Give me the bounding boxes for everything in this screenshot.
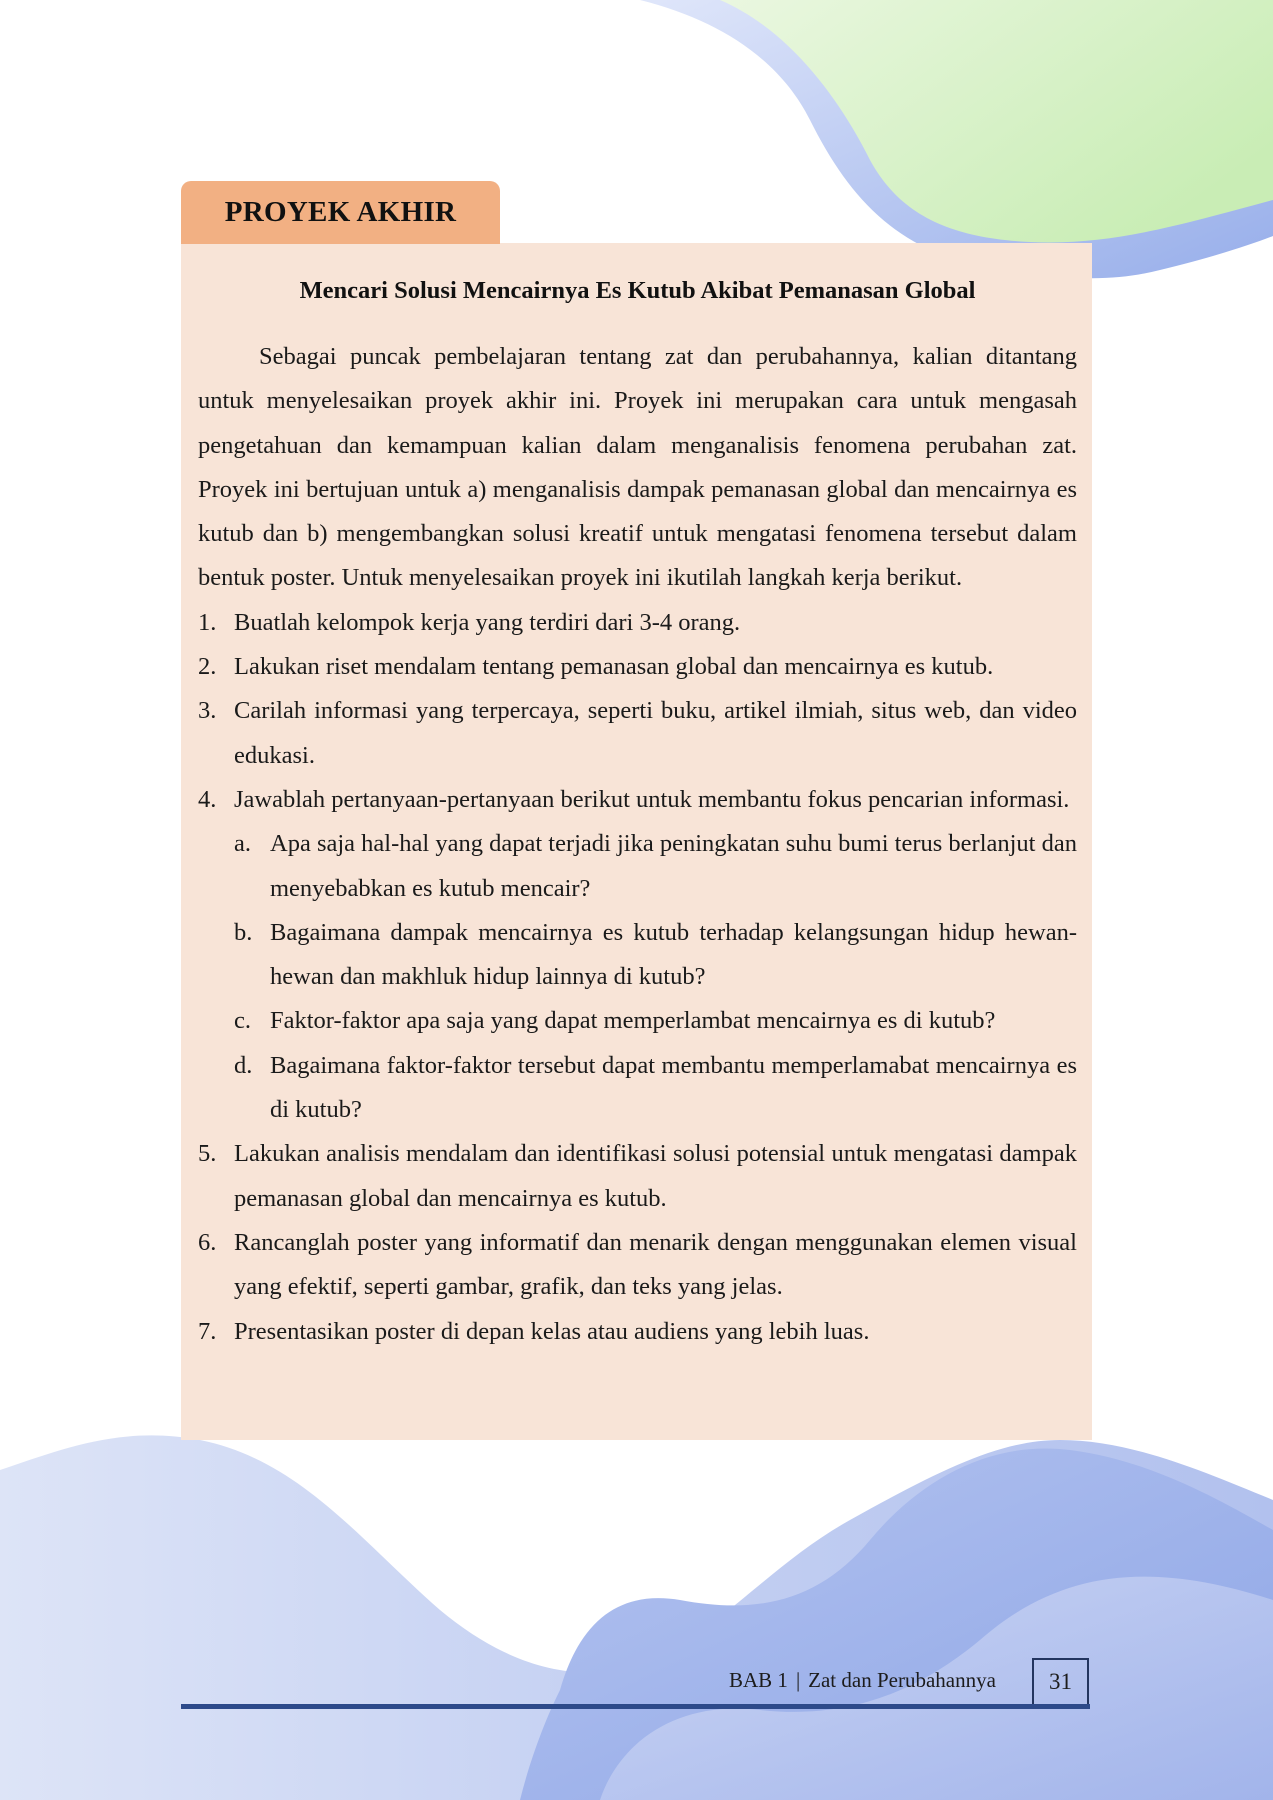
questions-list — [234, 822, 1077, 1132]
chapter-number: BAB 1 — [729, 1668, 788, 1692]
step-number: 1. — [198, 608, 217, 636]
steps-list — [198, 601, 1077, 1354]
list-item — [198, 1221, 1077, 1310]
step-text: Presentasikan poster di depan kelas atau audiens yang lebih luas. — [234, 1317, 870, 1345]
step-number: 7. — [198, 1317, 217, 1345]
page-number-box — [1032, 1658, 1089, 1706]
list-item — [198, 778, 1077, 1132]
list-item — [198, 1310, 1077, 1354]
footer-chapter-label — [729, 1668, 996, 1693]
project-subtitle: Mencari Solusi Mencairnya Es Kutub Akibat Pemanasan Global — [299, 277, 976, 304]
step-text: Carilah informasi yang terpercaya, seperti buku, artikel ilmiah, situs web, dan video edukasi. — [234, 697, 1077, 769]
section-tab — [181, 181, 500, 244]
question-letter: c. — [234, 1007, 251, 1035]
step-number: 4. — [198, 785, 217, 813]
list-item — [198, 1132, 1077, 1221]
step-number: 2. — [198, 653, 217, 681]
page-number: 31 — [1049, 1669, 1072, 1694]
step-number: 3. — [198, 697, 217, 725]
intro-paragraph: Sebagai puncak pembelajaran tentang zat dan perubahannya, kalian ditantang untuk menyelesaikan proyek akhir ini. Proyek ini merupakan cara untuk mengasah pengetahuan dan kemampuan kalian dalam menganalisis fenomena perubahan zat. Proyek ini bertujuan untuk a) menganalisis dampak pemanasan global dan mencairnya es kutub dan b) mengembangkan solusi kreatif untuk mengatasi fenomena tersebut dalam bentuk poster. Untuk menyelesaikan proyek ini ikutilah langkah kerja berikut. — [198, 343, 1077, 592]
step-number: 6. — [198, 1228, 217, 1256]
question-letter: d. — [234, 1051, 253, 1079]
list-item — [198, 601, 1077, 645]
list-item — [234, 999, 1077, 1043]
list-item — [234, 1044, 1077, 1133]
step-text: Buatlah kelompok kerja yang terdiri dari 3-4 orang. — [234, 608, 741, 636]
question-text: Bagaimana dampak mencairnya es kutub terhadap kelangsungan hidup hewan-hewan dan makhluk hidup lainnya di kutub? — [270, 918, 1077, 991]
step-text: Rancanglah poster yang informatif dan menarik dengan menggunakan elemen visual yang efektif, seperti gambar, grafik, dan teks yang jelas. — [234, 1228, 1077, 1301]
chapter-title: Zat dan Perubahannya — [808, 1668, 996, 1692]
question-letter: a. — [234, 830, 251, 858]
step-number: 5. — [198, 1140, 217, 1168]
list-item — [234, 822, 1077, 911]
step-text: Lakukan analisis mendalam dan identifikasi solusi potensial untuk mengatasi dampak pemanasan global dan mencairnya es kutub. — [234, 1140, 1077, 1212]
list-item — [198, 689, 1077, 778]
section-title: PROYEK AKHIR — [224, 196, 457, 228]
project-box — [181, 243, 1092, 1440]
question-text: Faktor-faktor apa saja yang dapat memperlambat mencairnya es di kutub? — [270, 1007, 996, 1035]
question-text: Bagaimana faktor-faktor tersebut dapat membantu memperlamabat mencairnya es di kutub? — [270, 1051, 1077, 1124]
footer-rule — [181, 1704, 1090, 1709]
step-text: Jawablah pertanyaan-pertanyaan berikut untuk membantu fokus pencarian informasi. — [234, 785, 1070, 813]
list-item — [198, 645, 1077, 689]
question-letter: b. — [234, 918, 253, 946]
list-item — [234, 911, 1077, 1000]
step-text: Lakukan riset mendalam tentang pemanasan global dan mencairnya es kutub. — [234, 653, 994, 681]
question-text: Apa saja hal-hal yang dapat terjadi jika peningkatan suhu bumi terus berlanjut dan menyebabkan es kutub mencair? — [270, 830, 1077, 902]
footer-separator: | — [795, 1668, 801, 1692]
